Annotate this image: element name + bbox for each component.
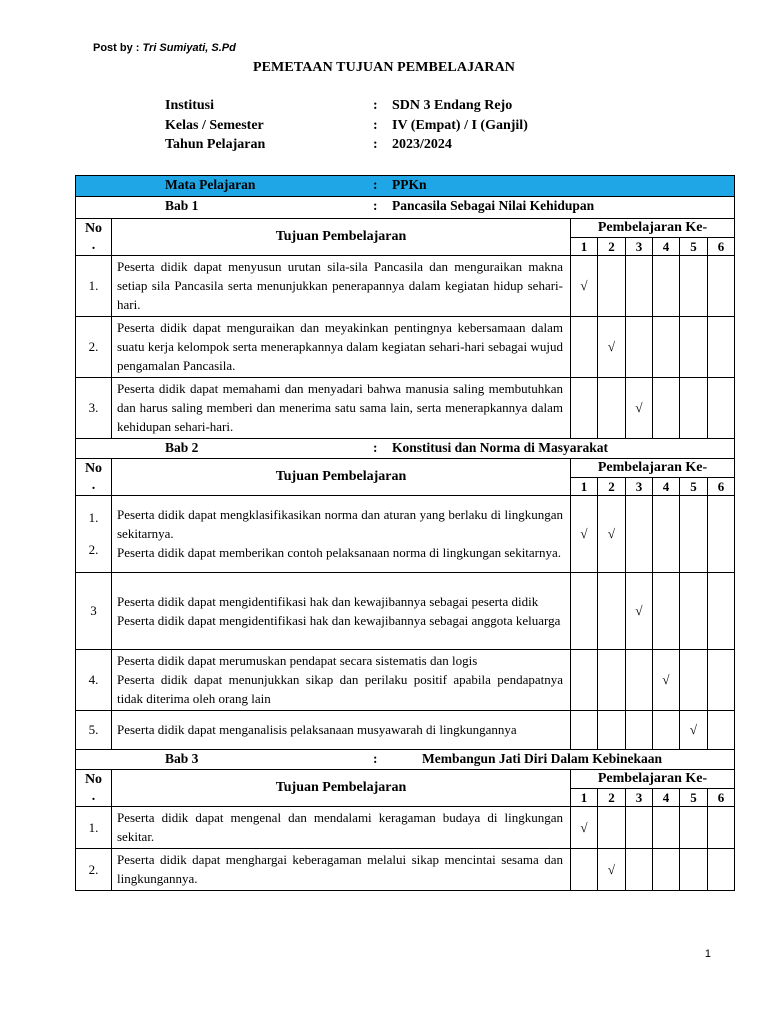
header-number: 3 xyxy=(626,478,653,496)
subject-value: PPKn xyxy=(392,177,427,192)
chapter-row-bab-1: Bab 1 : Pancasila Sebagai Nilai Kehidupan xyxy=(76,197,735,219)
chapter-label: Bab 3 xyxy=(165,751,199,766)
header-number: 4 xyxy=(653,238,680,256)
header-number: 3 xyxy=(626,789,653,807)
table-row: 3. Peserta didik dapat memahami dan menyadari bahwa manusia saling membutuhkan dan harus saling memberi dan menerima satu sama lain, serta menerapkannya dalam kehidupan sehari-hari. √ xyxy=(76,378,735,439)
check-mark: √ xyxy=(571,496,598,573)
chapter-title: Pancasila Sebagai Nilai Kehidupan xyxy=(392,198,595,213)
table-row: 2. Peserta didik dapat menguraikan dan meyakinkan pentingnya kebersamaan dalam suatu kerja kelompok serta menerapkannya dalam kegiatan sehari-hari sebagai wujud pengamalan Pancasila. √ xyxy=(76,317,735,378)
header-number: 1 xyxy=(571,478,598,496)
header-number: 3 xyxy=(626,238,653,256)
header-number: 6 xyxy=(708,478,735,496)
objective-text: Peserta didik dapat menghargai keberagaman melalui sikap mencintai sesama dan lingkungannya. xyxy=(112,849,571,891)
header-pembelajaran: Pembelajaran Ke- xyxy=(571,770,735,789)
table-row: 5. Peserta didik dapat menganalisis pelaksanaan musyawarah di lingkungannya √ xyxy=(76,711,735,750)
check-mark: √ xyxy=(680,711,708,750)
header-no: No . xyxy=(76,219,112,256)
header-tujuan: Tujuan Pembelajaran xyxy=(112,770,571,807)
header-no: No . xyxy=(76,459,112,496)
check-mark: √ xyxy=(626,573,653,650)
table-row: 3 Peserta didik dapat mengidentifikasi hak dan kewajibannya sebagai peserta didik Peserta didik dapat mengidentifikasi hak dan kewajibannya sebagai anggota keluarga √ xyxy=(76,573,735,650)
chapter-title: Membangun Jati Diri Dalam Kebinekaan xyxy=(422,751,663,766)
objective-text: Peserta didik dapat mengidentifikasi hak dan kewajibannya sebagai peserta didik Peserta didik dapat mengidentifikasi hak dan kewajibannya sebagai anggota keluarga xyxy=(112,573,571,650)
page-number: 1 xyxy=(704,948,711,960)
objective-text: Peserta didik dapat menganalisis pelaksanaan musyawarah di lingkungannya xyxy=(112,711,571,750)
check-mark: √ xyxy=(626,378,653,439)
header-number: 4 xyxy=(653,478,680,496)
author-name: Tri Sumiyati, S.Pd xyxy=(142,42,236,54)
header-number: 2 xyxy=(598,478,626,496)
table-row: 1. 2. Peserta didik dapat mengklasifikasikan norma dan aturan yang berlaku di lingkungan sekitarnya. Peserta didik dapat memberikan contoh pelaksanaan norma di lingkungan sekitarnya. √ √ xyxy=(76,496,735,573)
chapter-row-bab-2: Bab 2 : Konstitusi dan Norma di Masyarakat xyxy=(76,439,735,459)
chapter-row-bab-3: Bab 3 : Membangun Jati Diri Dalam Kebinekaan xyxy=(76,750,735,770)
table-row: 1. Peserta didik dapat menyusun urutan sila-sila Pancasila dan menguraikan makna setiap sila Pancasila serta menunjukkan penerapannya dalam kegiatan hidup sehari-hari. √ xyxy=(76,256,735,317)
header-number: 6 xyxy=(708,789,735,807)
objective-text: Peserta didik dapat memahami dan menyadari bahwa manusia saling membutuhkan dan harus saling memberi dan menerima satu sama lain, serta menerapkannya dalam kehidupan sehari-hari. xyxy=(112,378,571,439)
mapping-table xyxy=(75,175,735,891)
header-pembelajaran: Pembelajaran Ke- xyxy=(571,219,735,238)
check-mark: √ xyxy=(571,807,598,849)
header-number: 5 xyxy=(680,789,708,807)
check-mark: √ xyxy=(598,317,626,378)
objective-text: Peserta didik dapat mengenal dan mendalami keragaman budaya di lingkungan sekitar. xyxy=(112,807,571,849)
document-title: PEMETAAN TUJUAN PEMBELAJARAN xyxy=(252,60,516,75)
table-row: 4. Peserta didik dapat merumuskan pendapat secara sistematis dan logis Peserta didik dapat menunjukkan sikap dan perilaku positif apabila pendapatnya tidak diterima oleh orang lain √ xyxy=(76,650,735,711)
check-mark: √ xyxy=(598,849,626,891)
author-credit: Post by : Tri Sumiyati, S.Pd xyxy=(93,42,236,54)
objective-text: Peserta didik dapat merumuskan pendapat secara sistematis dan logis Peserta didik dapat menunjukkan sikap dan perilaku positif apabila pendapatnya tidak diterima oleh orang lain xyxy=(112,650,571,711)
subject-label: Mata Pelajaran xyxy=(165,177,256,192)
header-number: 6 xyxy=(708,238,735,256)
header-tujuan: Tujuan Pembelajaran xyxy=(112,459,571,496)
check-mark: √ xyxy=(571,256,598,317)
objective-text: Peserta didik dapat menguraikan dan meyakinkan pentingnya kebersamaan dalam suatu kerja kelompok serta menerapkannya dalam kegiatan sehari-hari sebagai wujud pengamalan Pancasila. xyxy=(112,317,571,378)
subject-row: Mata Pelajaran : PPKn xyxy=(76,176,735,197)
check-mark: √ xyxy=(598,496,626,573)
objective-text: Peserta didik dapat menyusun urutan sila-sila Pancasila dan menguraikan makna setiap sila Pancasila serta menunjukkan penerapannya dalam kegiatan hidup sehari-hari. xyxy=(112,256,571,317)
header-number: 2 xyxy=(598,238,626,256)
table-row: 2. Peserta didik dapat menghargai keberagaman melalui sikap mencintai sesama dan lingkungannya. √ xyxy=(76,849,735,891)
table-row: 1. Peserta didik dapat mengenal dan mendalami keragaman budaya di lingkungan sekitar. √ xyxy=(76,807,735,849)
objective-text: Peserta didik dapat mengklasifikasikan norma dan aturan yang berlaku di lingkungan sekitarnya. Peserta didik dapat memberikan contoh pelaksanaan norma di lingkungan sekitarnya. xyxy=(112,496,571,573)
header-number: 5 xyxy=(680,478,708,496)
chapter-label: Bab 1 xyxy=(165,198,199,213)
header-no: No . xyxy=(76,770,112,807)
header-number: 1 xyxy=(571,238,598,256)
header-tujuan: Tujuan Pembelajaran xyxy=(112,219,571,256)
header-number: 1 xyxy=(571,789,598,807)
header-number: 4 xyxy=(653,789,680,807)
header-number: 5 xyxy=(680,238,708,256)
header-number: 2 xyxy=(598,789,626,807)
chapter-label: Bab 2 xyxy=(165,440,199,455)
chapter-title: Konstitusi dan Norma di Masyarakat xyxy=(392,440,609,455)
check-mark: √ xyxy=(653,650,680,711)
header-pembelajaran: Pembelajaran Ke- xyxy=(571,459,735,478)
